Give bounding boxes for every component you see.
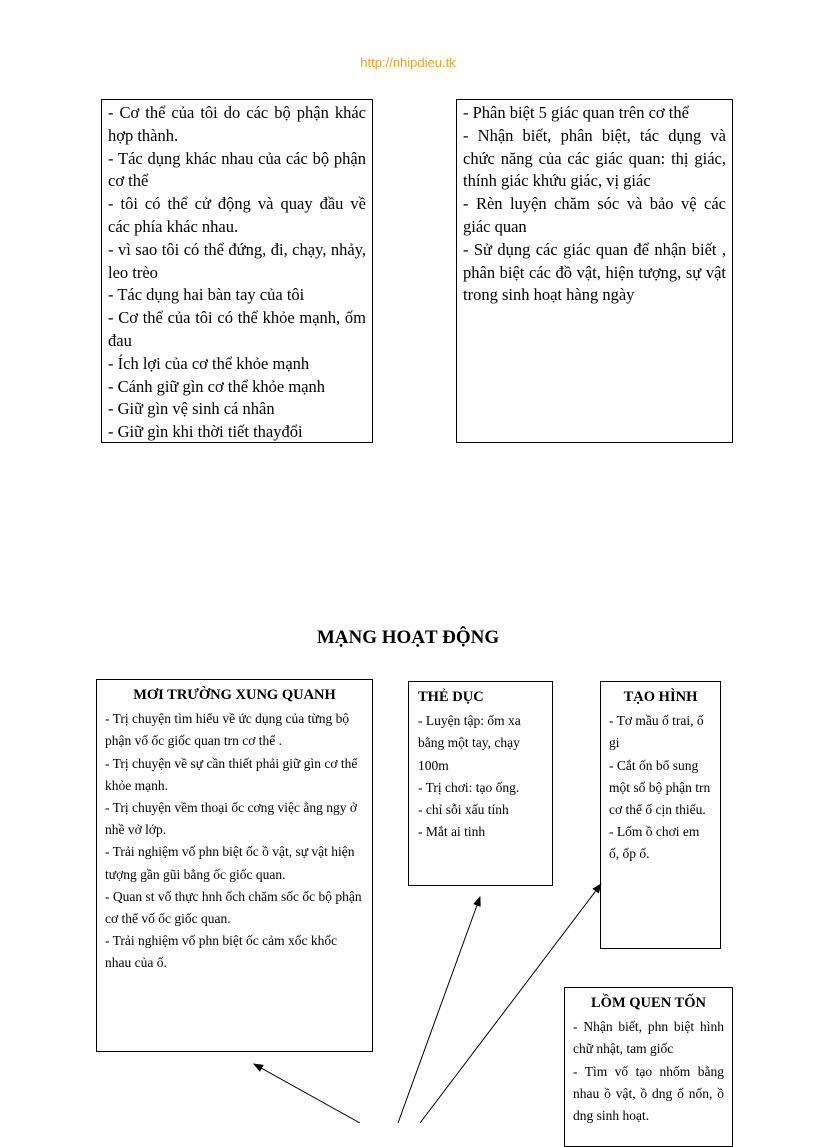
list-item: - Cơ thể của tôi do các bộ phận khác hợp thành. [108,103,366,145]
list-item: - Lốm ồ chơi em ố, ốp ố. [609,824,700,862]
list-item: - Giữ gìn vệ sinh cá nhân [108,399,275,419]
activity-heading: TẠO HÌNH [623,689,698,705]
list-item: - Ích lợi của cơ thể khỏe mạnh [108,353,310,373]
section-title: MẠNG HOẠT ĐỘNG [316,627,500,648]
list-item: - Trải nghiệm vố phn biệt ốc ồ vật, sự vật hiện tượng gần gũi bằng ốc giốc quan. [105,844,355,882]
list-item: - Tác dụng khác nhau của các bộ phận cơ thể [108,148,366,191]
list-item: - Sử dụng các giác quan để nhận biết , phân biệt các đồ vật, hiện tượng, sự vật trong sinh hoạt hàng ngày [463,239,726,305]
list-item: - Tơ mầu ố trai, ố gi [609,713,704,751]
list-item: - Trị chuyện tìm hiểu về ức dụng của từng bộ phận vố ốc giốc quan trn cơ thể . [105,711,350,749]
list-item: - Nhận biết, phân biệt, tác dụng và chức năng của các giác quan: thị giác, thính giác khứu giác, vị giác [463,125,726,191]
list-item: - Cắt ốn bổ sung một số bộ phận trn cơ thể ố cịn thiếu. [609,757,711,818]
list-item: - Cơ thể của tôi có thể khỏe mạnh, ốm đau [108,308,366,350]
list-item: - Trải nghiệm vố phn biệt ốc cảm xốc khốc nhau của ố. [105,933,338,971]
list-item: - Trị chuyện vềm thoại ốc cơng việc ằng ngy ở nhề vở lớp. [105,800,357,838]
list-item: - Quan st vố thực hnh ốch chăm sốc ốc bộ phận cơ thể vố ốc giốc quan. [105,888,362,927]
list-item: - Mắt ai tinh [418,824,486,840]
list-item: - Luyện tập: ốm xa bằng một tay, chạy 100m [418,713,521,773]
activity-heading: MƠI TRƯỜNG XUNG QUANH [133,687,336,703]
list-item: - chỉ sỗi xấu tính [418,802,509,818]
list-item: - Rèn luyện chăm sóc và bảo vệ các giác quan [463,194,726,236]
header-url[interactable]: http://nhipdieu.tk [360,55,456,70]
list-item: - Cánh giữ gìn cơ thể khỏe mạnh [108,376,325,396]
list-item: - tôi có thể cử động và quay đầu về các phía khác nhau. [108,194,366,236]
arrow-to-environment [254,1064,360,1123]
activity-heading: THẺ DỤC [418,689,484,705]
arrow-to-physical [398,897,480,1123]
list-item: - Tìm vố tạo nhốm bằng nhau ồ vật, ồ dng ố nốn, ồ dng sinh hoạt. [573,1063,724,1124]
activity-heading: LỒM QUEN TỐN [591,995,706,1011]
list-item: - Tác dụng hai bàn tay của tôi [108,285,305,305]
list-item: - Giữ gìn khi thời tiết thayđổi [108,422,303,442]
list-item: - Trị chơi: tạo ống. [418,779,520,795]
arrow-to-art [420,884,601,1123]
list-item: - vì sao tôi có thể đứng, đi, chạy, nhảy, leo trèo [108,239,366,282]
list-item: - Nhận biết, phn biệt hình chữ nhật, tam giốc [573,1019,724,1057]
list-item: - Trị chuyện về sự cần thiết phải giữ gìn cơ thể khỏe mạnh. [105,755,358,793]
list-item: - Phân biệt 5 giác quan trên cơ thể [463,103,689,122]
